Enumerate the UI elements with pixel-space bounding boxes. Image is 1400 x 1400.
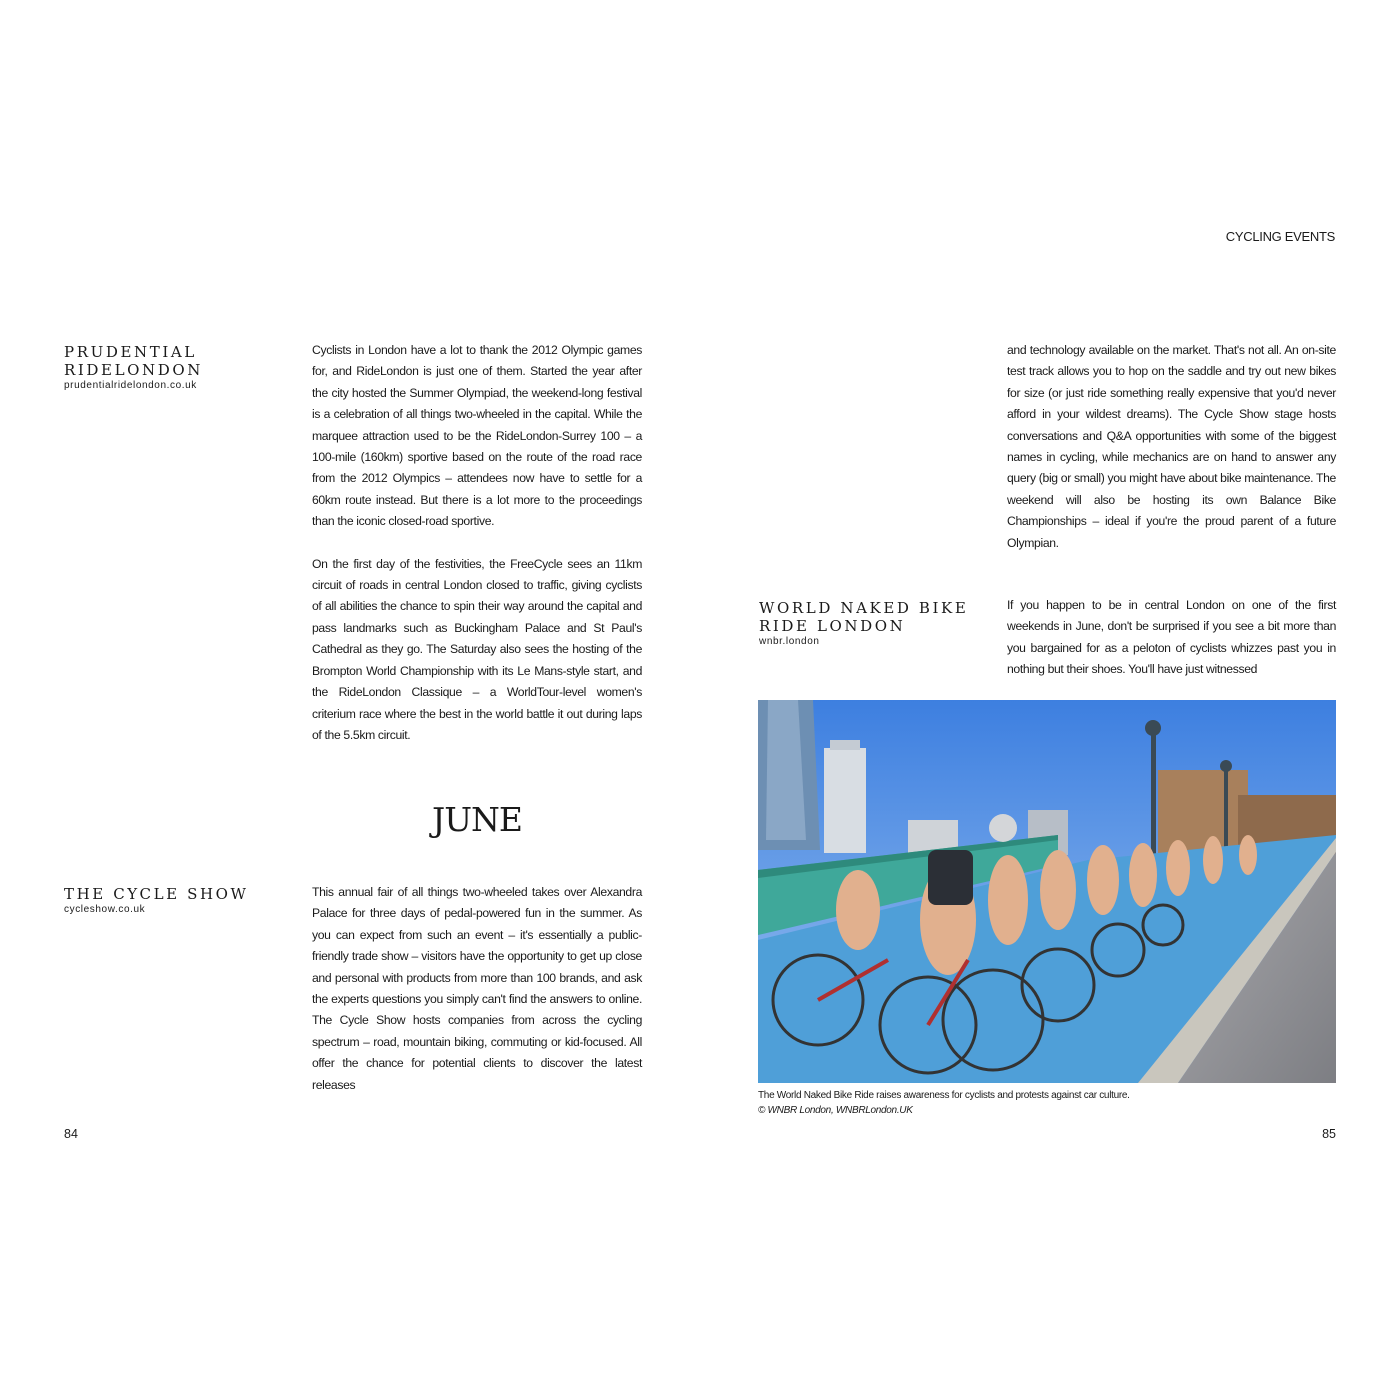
page-number-left: 84 bbox=[64, 1127, 78, 1141]
photo-caption bbox=[758, 1088, 1336, 1118]
photo-illustration bbox=[758, 700, 1336, 1083]
photo-cyclists-on-bridge bbox=[758, 700, 1336, 1083]
section-heading-ridelondon bbox=[64, 343, 304, 393]
paragraph: If you happen to be in central London on one of the first weekends in June, don't be surprised if you see a bit more than you bargained for as a peloton of cyclists whizzes past you in nothing but their shoes. You'll have just witnessed bbox=[1007, 598, 1336, 677]
section-url: prudentialridelondon.co.uk bbox=[64, 380, 197, 391]
photo-credit: © WNBR London, WNBRLondon.UK bbox=[758, 1105, 913, 1116]
wnbr-body bbox=[1007, 595, 1336, 681]
cycle-show-continuation bbox=[1007, 340, 1336, 554]
month-heading: JUNE bbox=[431, 800, 522, 839]
paragraph: On the first day of the festivities, the FreeCycle sees an 11km circuit of roads in central London closed to traffic, giving cyclists of all abilities the chance to spin their way around the capital and pass landmarks such as Buckingham Palace and St Paul's Cathedral as they go. The Saturday also sees the hosting of the Brompton World Championship with its Le Mans-style start, and the RideLondon Classique – a WorldTour-level women's criterium race where the best in the world battle it out during laps of the 5.5km circuit. bbox=[312, 556, 642, 742]
section-label: THE CYCLE SHOW bbox=[64, 885, 249, 903]
section-label: WORLD NAKED BIKE RIDE LONDON bbox=[759, 599, 969, 635]
running-head: CYCLING EVENTS bbox=[1225, 229, 1335, 244]
paragraph: Cyclists in London have a lot to thank the 2012 Olympic games for, and RideLondon is just one of them. Started the year after the city hosted the Summer Olympiad, the weekend-long festival is a celebration of all things two-wheeled in the capital. While the marquee attraction used to be the RideLondon-Surrey 100 – a 100-mile (160km) sportive based on the route of the road race from the 2012 Olympics – attendees now have to settle for a 60km route instead. But there is a lot more to the proceedings than the iconic closed-road sportive. bbox=[312, 343, 642, 529]
cycle-show-body bbox=[312, 882, 642, 1096]
page-number-right: 85 bbox=[1322, 1127, 1336, 1141]
section-heading-wnbr bbox=[759, 599, 989, 649]
section-heading-cycle-show bbox=[64, 885, 304, 917]
paragraph: This annual fair of all things two-wheeled takes over Alexandra Palace for three days of pedal-powered fun in the summer. As you can expect from such an event – it's essentially a public-friendly trade show – visitors have the opportunity to get up close and personal with products from more than 100 brands, and ask the experts questions you simply can't find the answers to online. The Cycle Show hosts companies from across the cycling spectrum – road, mountain biking, commuting or kid-focused. All offer the chance for potential clients to discover the latest releases bbox=[312, 885, 642, 1092]
section-url: cycleshow.co.uk bbox=[64, 904, 146, 915]
paragraph: and technology available on the market. That's not all. An on-site test track allows you to hop on the saddle and try out new bikes for size (or just ride something really expensive that you'd never afford in your wildest dreams). The Cycle Show stage hosts conversations and Q&A opportunities with some of the biggest names in cycling, while mechanics are on hand to answer any query (big or small) you might have about bike maintenance. The weekend will also be hosting its own Balance Bike Championships – ideal if you're the proud parent of a future Olympian. bbox=[1007, 343, 1336, 550]
ridelondon-body bbox=[312, 340, 642, 746]
section-label: PRUDENTIAL RIDELONDON bbox=[64, 343, 204, 379]
section-url: wnbr.london bbox=[759, 636, 820, 647]
caption-text: The World Naked Bike Ride raises awareness for cyclists and protests against car culture. bbox=[758, 1090, 1130, 1101]
